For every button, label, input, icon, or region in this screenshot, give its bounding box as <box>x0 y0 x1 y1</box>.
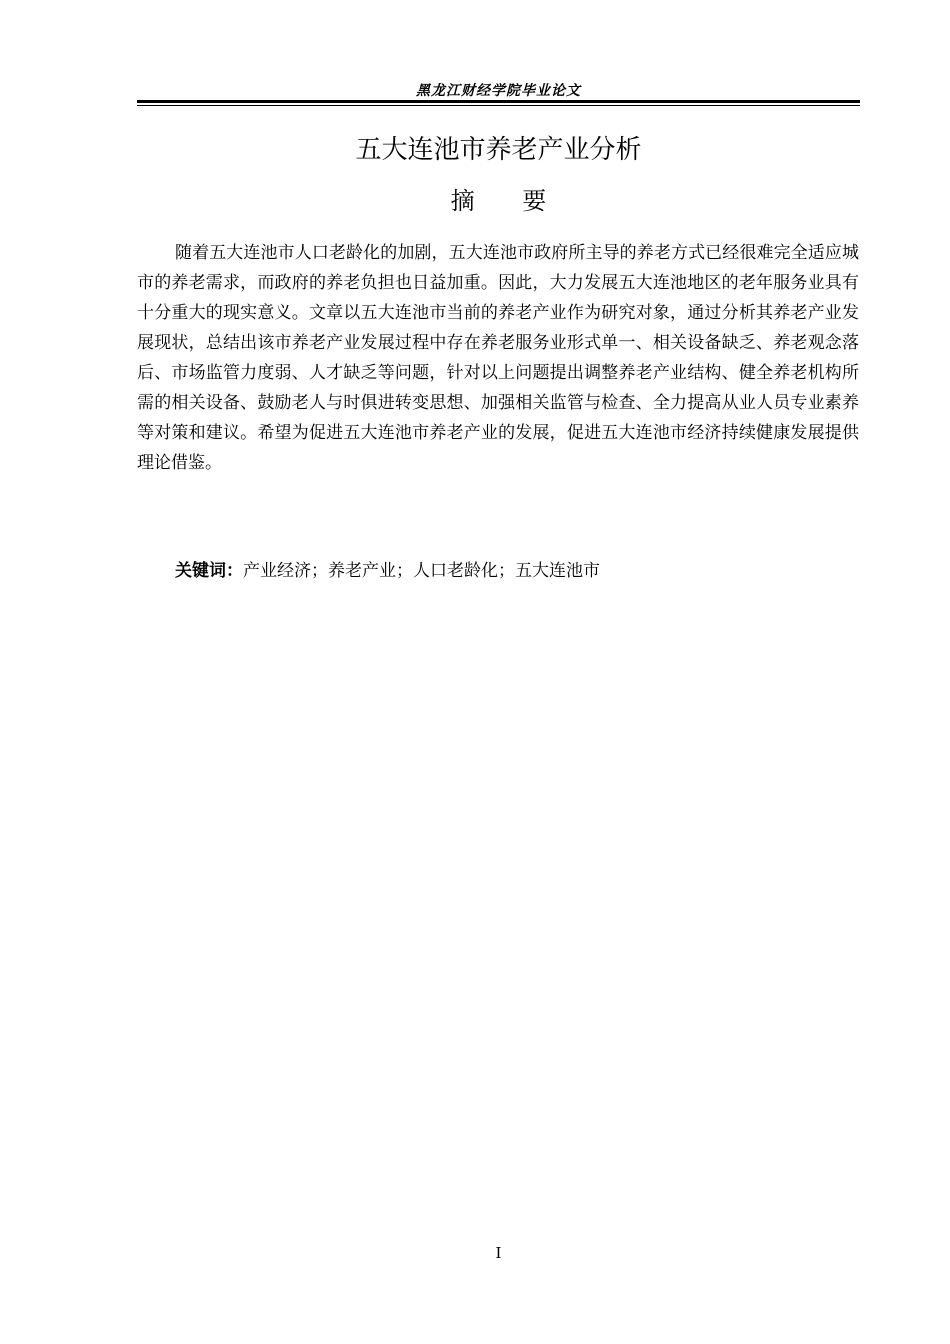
keywords-text: 产业经济；养老产业；人口老龄化；五大连池市 <box>243 561 600 581</box>
keywords-line <box>175 558 855 584</box>
header-rule-thin <box>137 105 860 106</box>
keywords-label: 关键词： <box>175 561 243 581</box>
document-title: 五大连池市养老产业分析 <box>355 135 642 165</box>
abstract-body: 随着五大连池市人口老龄化的加剧，五大连池市政府所主导的养老方式已经很难完全适应城市的养老需求，而政府的养老负担也日益加重。因此，大力发展五大连池地区的老年服务业具有十分重大的现实意义。文章以五大连池市当前的养老产业作为研究对象，通过分析其养老产业发展现状，总结出该市养老产业发展过程中存在养老服务业形式单一、相关设备缺乏、养老观念落后、市场监管力度弱、人才缺乏等问题，针对以上问题提出调整养老产业结构、健全养老机构所需的相关设备、鼓励老人与时俱进转变思想、加强相关监管与检查、全力提高从业人员专业素养等对策和建议。希望为促进五大连池市养老产业的发展，促进五大连池市经济持续健康发展提供理论借鉴。 <box>137 243 859 473</box>
running-header: 黑龙江财经学院毕业论文 <box>416 83 581 99</box>
page-number: I <box>495 1244 502 1262</box>
abstract-heading: 摘 要 <box>450 187 547 215</box>
header-rule-thick <box>137 100 860 103</box>
